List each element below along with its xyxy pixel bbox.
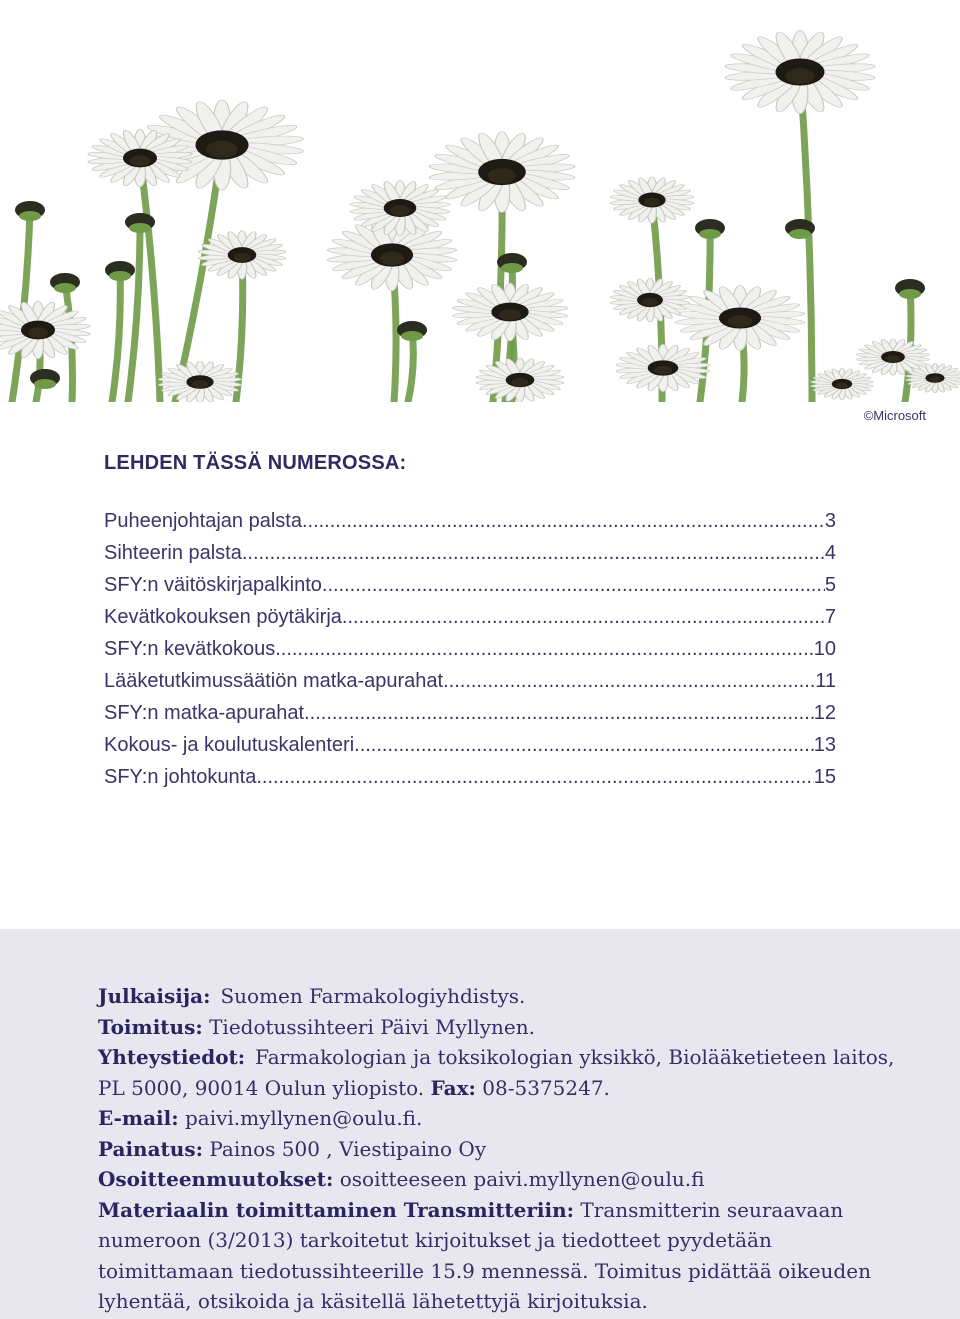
toc-item-page: 15 bbox=[813, 766, 836, 788]
toc-leader bbox=[256, 766, 813, 789]
toc-item-title: SFY:n johtokunta bbox=[104, 766, 257, 788]
hero-image bbox=[0, 0, 960, 402]
email-value[interactable]: paivi.myllynen@oulu.fi. bbox=[184, 1106, 423, 1130]
colophon-text bbox=[98, 981, 898, 1317]
toc-leader bbox=[304, 702, 814, 725]
print-value: Painos 500 , Viestipaino Oy bbox=[209, 1136, 487, 1161]
toc-item[interactable] bbox=[104, 766, 836, 798]
toc-item-page: 7 bbox=[824, 606, 836, 628]
toc-item-title: Sihteerin palsta bbox=[104, 542, 242, 564]
toc-item[interactable] bbox=[104, 606, 836, 638]
submission-value: Transmitterin seuraavaan numeroon (3/2013) tarkoitetut kirjoitukset ja tiedotteet pyydetään toimittamaan tiedotussihteerille 15.9 mennessä. Toimitus pidättää oikeuden lyhentää, otsikoida ja käsitellä lähetettyjä kirjoituksia. bbox=[98, 1197, 871, 1313]
toc-heading: LEHDEN TÄSSÄ NUMEROSSA: bbox=[104, 452, 407, 474]
email-label: E-mail: bbox=[98, 1106, 179, 1130]
address-change-value: osoitteeseen paivi.myllynen@oulu.fi bbox=[339, 1167, 705, 1191]
toc-item[interactable] bbox=[104, 734, 836, 766]
toc-item-title: Lääketutkimussäätiön matka-apurahat bbox=[104, 670, 444, 692]
toc-leader bbox=[443, 670, 815, 693]
publisher-value: Suomen Farmakologiyhdistys. bbox=[220, 984, 526, 1008]
toc-item-page: 12 bbox=[813, 702, 836, 724]
toc-item-title: SFY:n väitöskirjapalkinto bbox=[104, 574, 322, 596]
fax-label: Fax: bbox=[430, 1075, 476, 1100]
contact-value: Farmakologian ja toksikologian yksikkö, Biolääketieteen laitos, PL 5000, 90014 Oulun yliopisto. bbox=[98, 1045, 895, 1100]
toc-item-title: SFY:n kevätkokous bbox=[104, 638, 276, 660]
address-change-label: Osoitteenmuutokset: bbox=[98, 1167, 334, 1191]
toc-leader bbox=[242, 542, 825, 565]
toc-item-page: 10 bbox=[813, 638, 836, 660]
toc-leader bbox=[322, 574, 825, 597]
toc-item[interactable] bbox=[104, 510, 836, 542]
toc-item-title: Kokous- ja koulutuskalenteri bbox=[104, 734, 355, 756]
toc-leader bbox=[342, 606, 825, 629]
toc-leader bbox=[354, 734, 814, 757]
toc-item-title: Kevätkokouksen pöytäkirja bbox=[104, 606, 342, 628]
toc-item-page: 4 bbox=[824, 542, 836, 564]
toc-leader bbox=[302, 510, 825, 533]
colophon bbox=[0, 929, 960, 1319]
toc-item-page: 5 bbox=[824, 574, 836, 596]
print-label: Painatus: bbox=[98, 1136, 203, 1161]
toc-item-title: SFY:n matka-apurahat bbox=[104, 702, 305, 724]
toc-item[interactable] bbox=[104, 574, 836, 606]
editor-label: Toimitus: bbox=[98, 1014, 203, 1039]
publisher-label: Julkaisija: bbox=[98, 984, 211, 1008]
contact-label: Yhteystiedot: bbox=[98, 1045, 246, 1069]
daisy-stems bbox=[12, 72, 911, 402]
submission-label: Materiaalin toimittaminen Transmitteriin: bbox=[98, 1197, 575, 1222]
toc-item-page: 13 bbox=[813, 734, 836, 756]
daisy-field-illustration bbox=[0, 0, 960, 402]
image-credit: ©Microsoft bbox=[863, 408, 926, 423]
toc-item[interactable] bbox=[104, 670, 836, 702]
toc-item[interactable] bbox=[104, 542, 836, 574]
toc-item[interactable] bbox=[104, 702, 836, 734]
toc-item-page: 11 bbox=[815, 670, 836, 692]
table-of-contents bbox=[104, 510, 836, 798]
toc-item-page: 3 bbox=[824, 510, 836, 532]
toc-item-title: Puheenjohtajan palsta bbox=[104, 510, 302, 532]
toc-item[interactable] bbox=[104, 638, 836, 670]
editor-value: Tiedotussihteeri Päivi Myllynen. bbox=[209, 1014, 535, 1039]
fax-value: 08-5375247. bbox=[482, 1075, 610, 1100]
toc-leader bbox=[275, 638, 814, 661]
